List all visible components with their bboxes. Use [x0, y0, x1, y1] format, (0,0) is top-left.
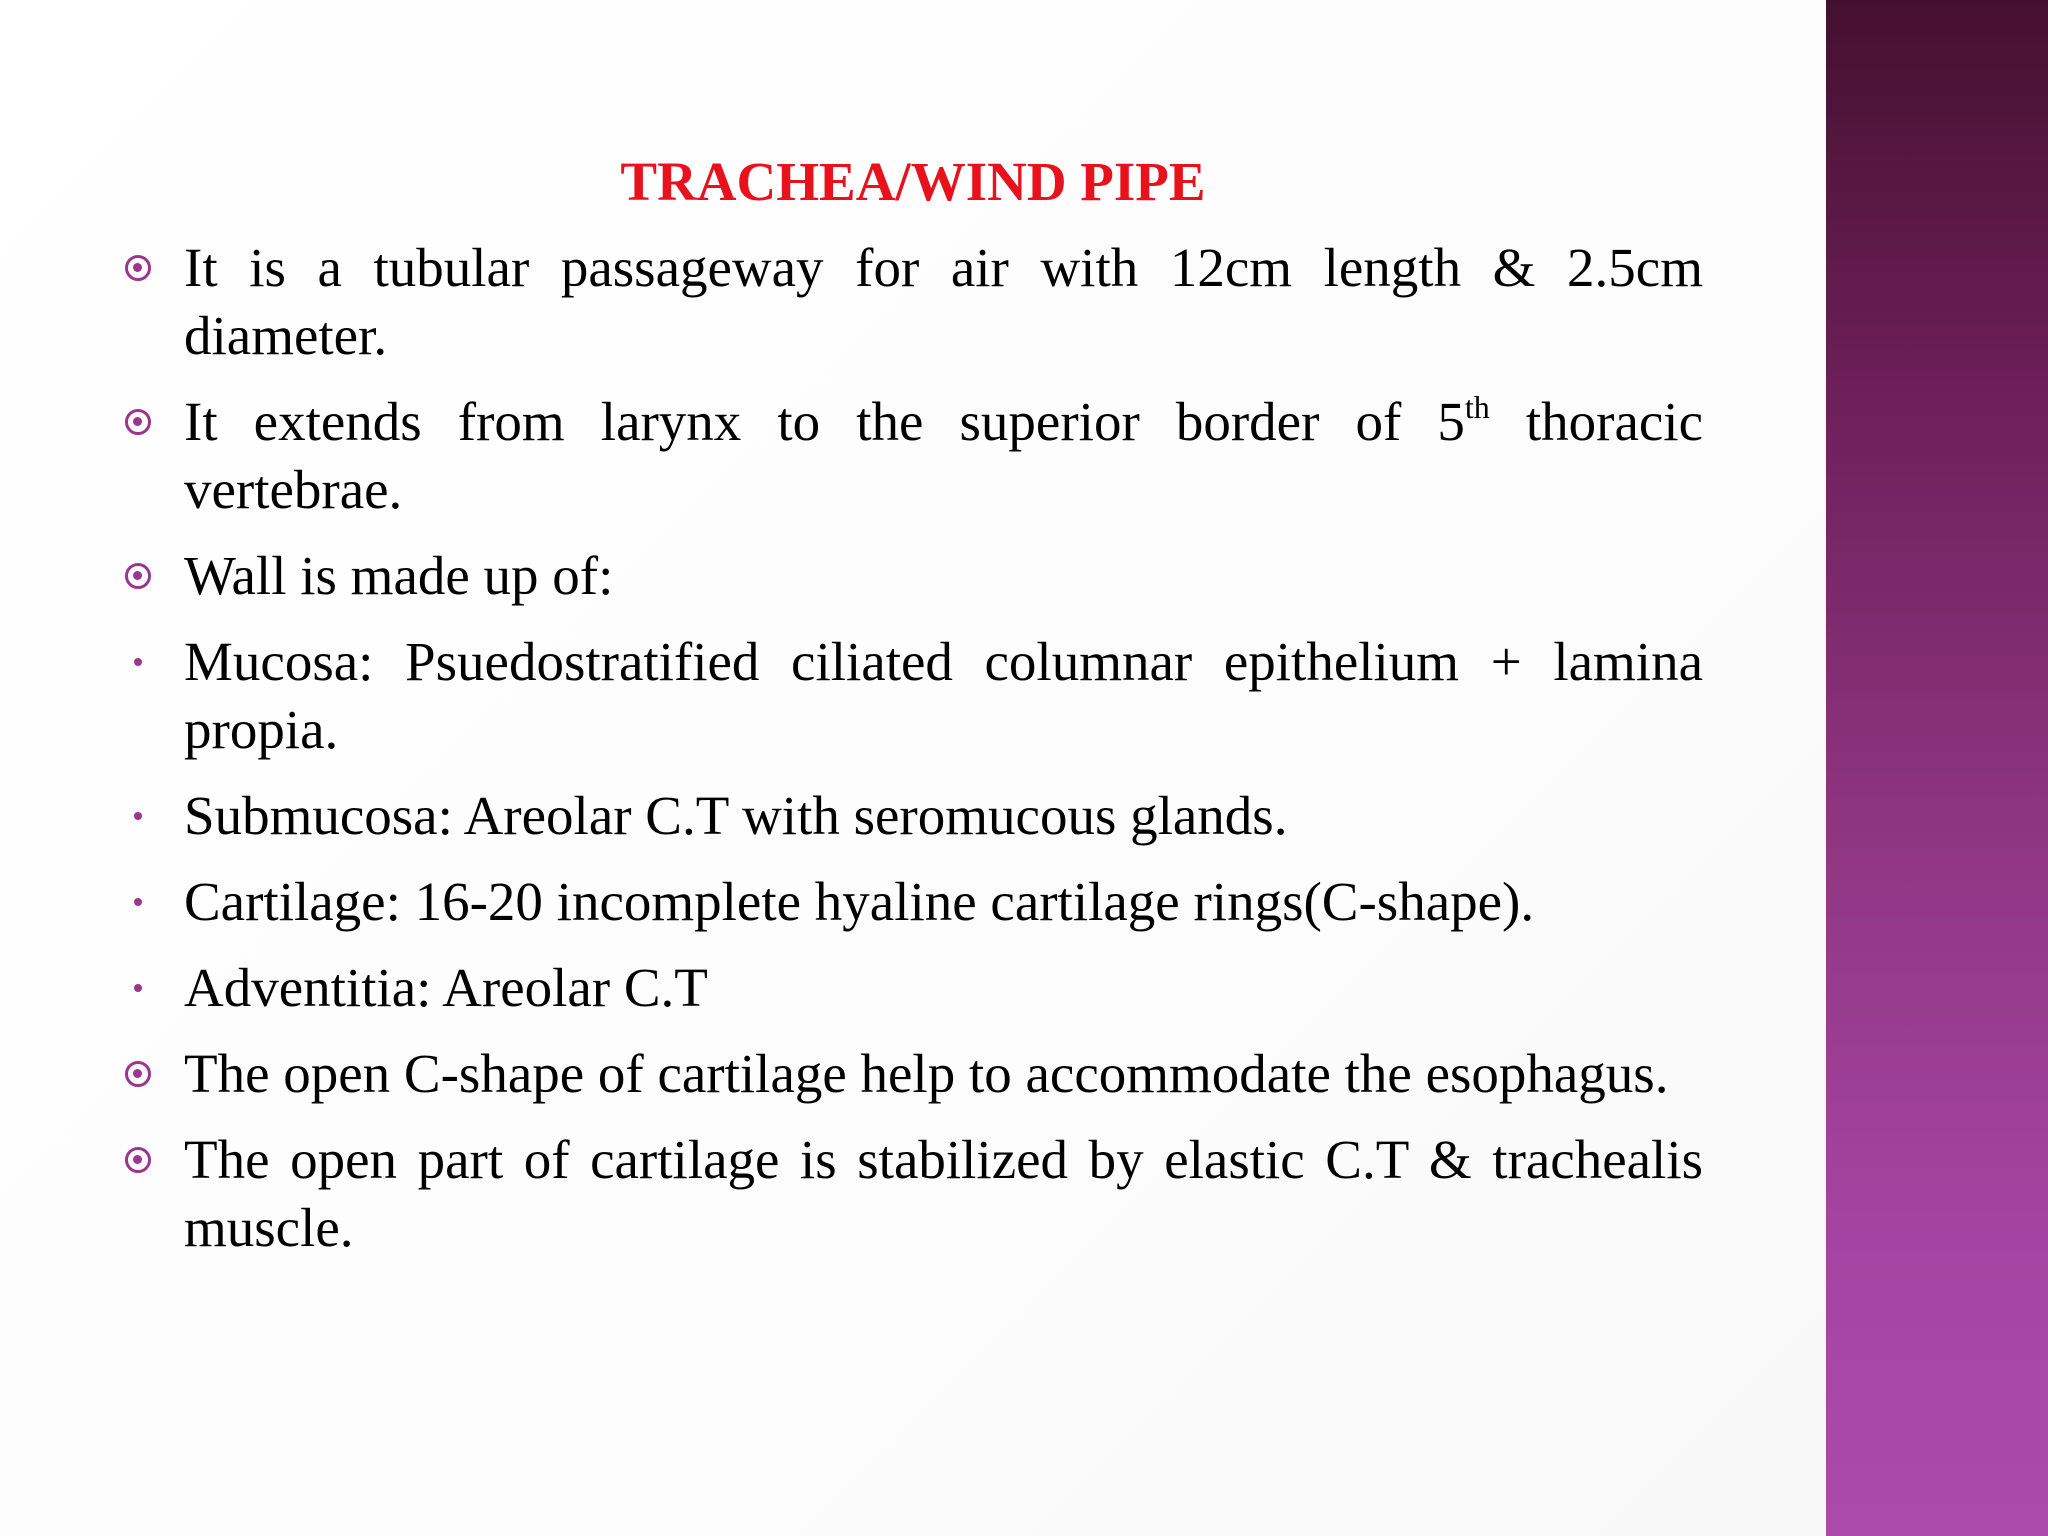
- item-text: Adventitia: Areolar C.T: [184, 957, 708, 1018]
- dot-bullet-icon: [125, 975, 151, 1001]
- list-item: [0, 1126, 1703, 1262]
- item-text: The open part of cartilage is stabilized by elastic C.T & trachealis muscle.: [184, 1129, 1703, 1258]
- item-text: Cartilage: 16-20 incomplete hyaline cartilage rings(C-shape).: [184, 871, 1535, 932]
- list-item: [0, 954, 1703, 1022]
- circle-bullet-icon: [125, 1147, 151, 1173]
- item-text: Submucosa: Areolar C.T with seromucous glands.: [184, 785, 1288, 846]
- bullet-list: [0, 234, 1826, 1280]
- item-text: Mucosa: Psuedostratified ciliated columnar epithelium + lamina propia.: [184, 631, 1703, 760]
- circle-bullet-icon: [125, 1061, 151, 1087]
- dot-bullet-icon: [125, 649, 151, 675]
- list-item: [0, 1040, 1703, 1108]
- item-text-start: It extends from larynx to the superior border of 5: [184, 391, 1465, 452]
- circle-bullet-icon: [125, 255, 151, 281]
- list-item: [0, 782, 1703, 850]
- list-item: [0, 628, 1703, 764]
- slide-title: TRACHEA/WIND PIPE: [620, 151, 1206, 212]
- list-item: [0, 234, 1703, 370]
- circle-bullet-icon: [125, 563, 151, 589]
- list-item: [0, 868, 1703, 936]
- item-text-end: thoracic vertebrae.: [184, 391, 1703, 520]
- item-text: Wall is made up of:: [184, 545, 614, 606]
- list-item: [0, 542, 1703, 610]
- dot-bullet-icon: [125, 803, 151, 829]
- ordinal-superscript: th: [1464, 389, 1490, 425]
- circle-bullet-icon: [125, 409, 151, 435]
- decorative-side-band: [1826, 0, 2048, 1536]
- item-text: It is a tubular passageway for air with 12cm length & 2.5cm diameter.: [184, 237, 1703, 366]
- dot-bullet-icon: [125, 889, 151, 915]
- list-item: [0, 388, 1703, 524]
- item-text: The open C-shape of cartilage help to accommodate the esophagus.: [184, 1043, 1669, 1104]
